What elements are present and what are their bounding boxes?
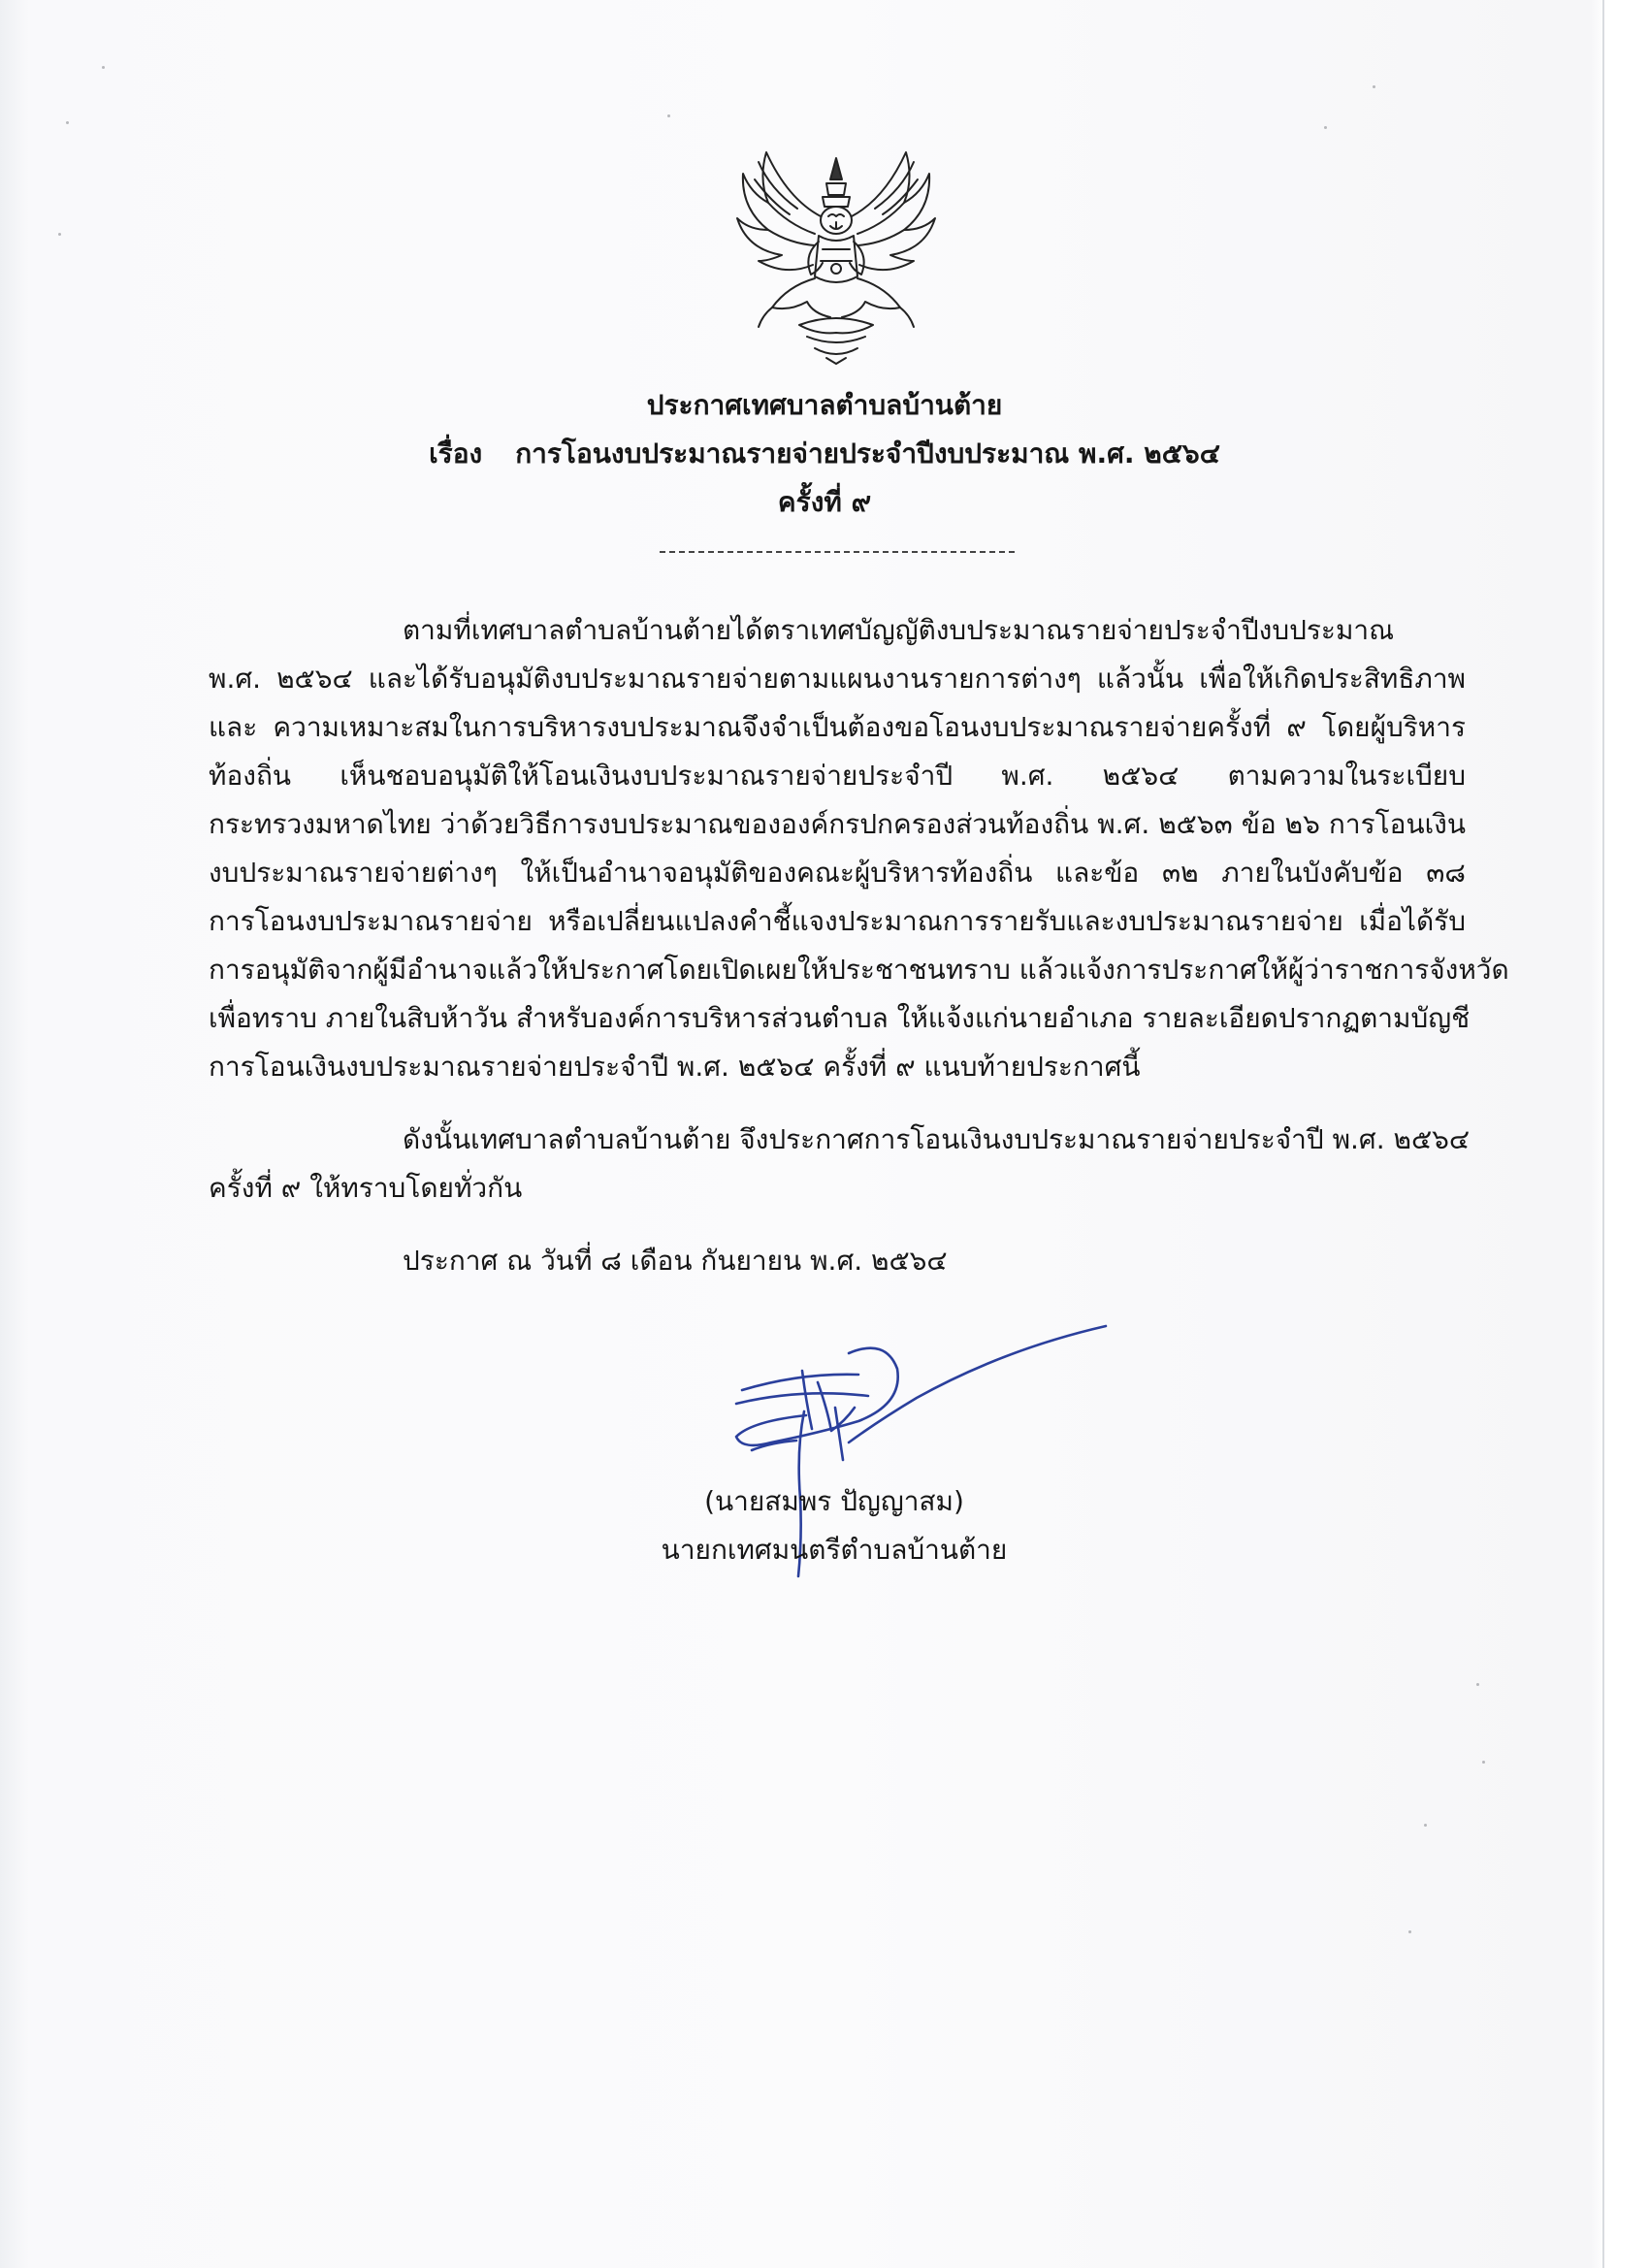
- scan-speck: [66, 121, 69, 124]
- scan-speck: [667, 114, 670, 117]
- paragraph-line: ท้องถิ่น เห็นชอบอนุมัติให้โอนเงินงบประมาณรายจ่ายประจำปี พ.ศ. ๒๕๖๔ ตามความในระเบียบ: [209, 760, 1466, 792]
- paragraph-line: ตามที่เทศบาลตำบลบ้านต้ายได้ตราเทศบัญญัติงบประมาณรายจ่ายประจำปีงบประมาณ: [403, 614, 1395, 646]
- paragraph-line: การโอนเงินงบประมาณรายจ่ายประจำปี พ.ศ. ๒๕๖๔ ครั้งที่ ๙ แนบท้ายประกาศนี้: [209, 1051, 1141, 1083]
- garuda-emblem-icon: [729, 141, 943, 366]
- paragraph-line: ดังนั้นเทศบาลตำบลบ้านต้าย จึงประกาศการโอนเงินงบประมาณรายจ่ายประจำปี พ.ศ. ๒๕๖๔: [403, 1123, 1471, 1155]
- paragraph-line: การอนุมัติจากผู้มีอำนาจแล้วให้ประกาศโดยเปิดเผยให้ประชาชนทราบ แล้วแจ้งการประกาศให้ผู้ว่าราชการจังหวัด: [209, 954, 1509, 986]
- scan-speck: [102, 66, 105, 69]
- paragraph-line: ครั้งที่ ๙ ให้ทราบโดยทั่วกัน: [209, 1172, 523, 1204]
- subject-text: การโอนงบประมาณรายจ่ายประจำปีงบประมาณ พ.ศ. ๒๕๖๔: [515, 437, 1220, 470]
- announcement-date: ประกาศ ณ วันที่ ๘ เดือน กันยายน พ.ศ. ๒๕๖๔: [403, 1245, 948, 1277]
- scan-speck: [1373, 85, 1375, 88]
- paragraph-line: กระทรวงมหาดไทย ว่าด้วยวิธีการงบประมาณขององค์กรปกครองส่วนท้องถิ่น พ.ศ. ๒๕๖๓ ข้อ ๒๖ การโอนเงิน: [209, 808, 1466, 840]
- signer-position: นายกเทศมนตรีตำบลบ้านต้าย: [661, 1534, 1008, 1566]
- scan-speck: [1424, 1824, 1427, 1827]
- paragraph-line: เพื่อทราบ ภายในสิบห้าวัน สำหรับองค์การบริหารส่วนตำบล ให้แจ้งแก่นายอำเภอ รายละเอียดปรากฏตามบัญชี: [209, 1002, 1471, 1034]
- paragraph-line: และ ความเหมาะสมในการบริหารงบประมาณจึงจำเป็นต้องขอโอนงบประมาณรายจ่ายครั้งที่ ๙ โดยผู้บริหาร: [209, 711, 1467, 743]
- announcement-title: ประกาศเทศบาลตำบลบ้านต้าย: [646, 389, 1003, 421]
- announcement-round: ครั้งที่ ๙: [777, 486, 872, 518]
- scan-speck: [1482, 1761, 1485, 1764]
- title-divider: [660, 551, 1015, 553]
- body-paragraph-2: [209, 1116, 1471, 1213]
- subject-label: เรื่อง: [429, 437, 483, 470]
- paragraph-line: การโอนงบประมาณรายจ่าย หรือเปลี่ยนแปลงคำชี้แจงประมาณการรายรับและงบประมาณรายจ่าย เมื่อได้รับ: [209, 905, 1466, 937]
- signer-name: (นายสมพร ปัญญาสม): [704, 1485, 964, 1517]
- scan-speck: [58, 233, 61, 236]
- scan-speck: [1324, 126, 1327, 129]
- scan-speck: [1408, 1930, 1411, 1933]
- body-paragraph-1: [209, 606, 1509, 1091]
- announcement-subject: [0, 435, 1649, 473]
- paragraph-line: งบประมาณรายจ่ายต่างๆ ให้เป็นอำนาจอนุมัติของคณะผู้บริหารท้องถิ่น และข้อ ๓๒ ภายในบังคับข้อ ๓๘: [209, 857, 1466, 889]
- scan-speck: [1476, 1683, 1479, 1686]
- paragraph-line: พ.ศ. ๒๕๖๔ และได้รับอนุมัติงบประมาณรายจ่ายตามแผนงานรายการต่างๆ แล้วนั้น เพื่อให้เกิดประสิทธิภาพ: [209, 663, 1466, 695]
- page-edge: [1602, 0, 1604, 2268]
